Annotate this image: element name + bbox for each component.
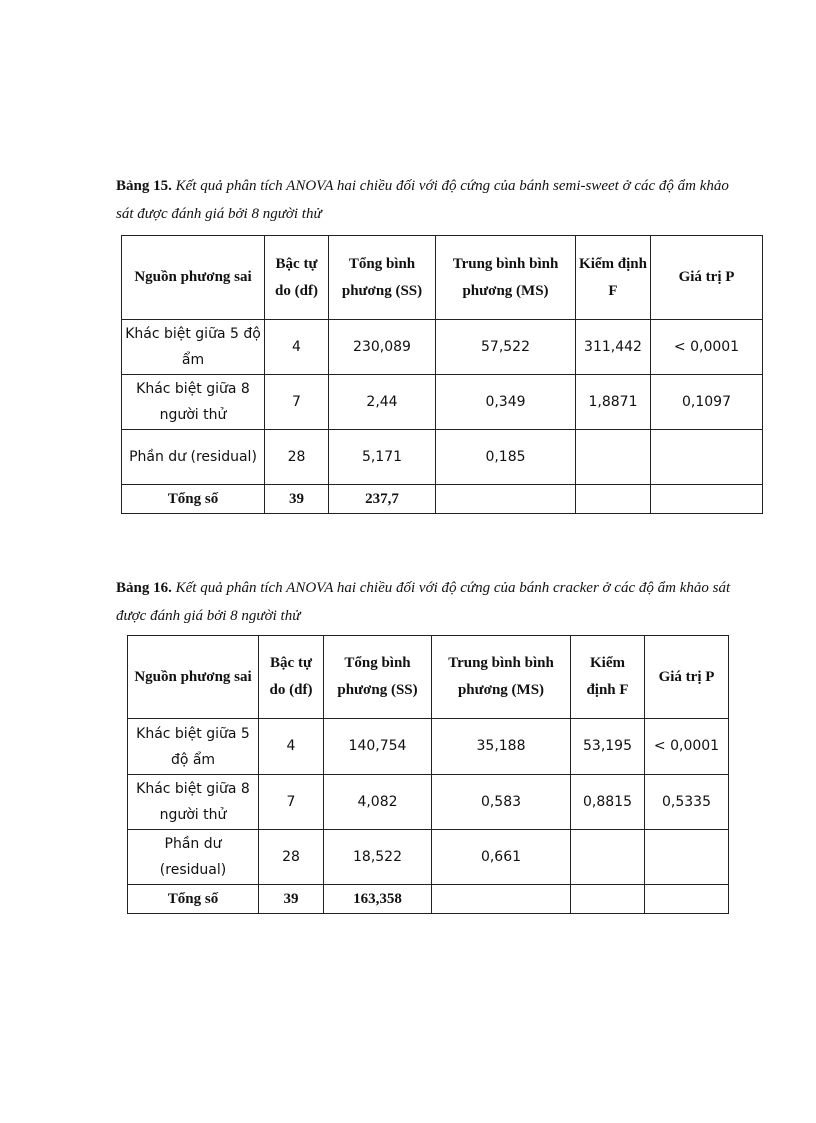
header-ms: Trung bình bình phương (MS) — [436, 236, 576, 320]
table-header-row — [128, 636, 729, 719]
cell-source: Phần dư (residual) — [122, 430, 265, 485]
table-header-row — [122, 236, 763, 320]
anova-table-semi-sweet — [121, 235, 763, 514]
table-16-number: Bảng 16. — [116, 580, 172, 596]
cell-f — [576, 430, 651, 485]
cell-ss: 230,089 — [329, 320, 436, 375]
total-df: 39 — [259, 885, 324, 914]
header-ms: Trung bình bình phương (MS) — [432, 636, 571, 719]
empty-cell — [436, 485, 576, 514]
cell-p — [651, 430, 763, 485]
cell-p — [645, 830, 729, 885]
cell-p: < 0,0001 — [651, 320, 763, 375]
header-df: Bậc tự do (df) — [265, 236, 329, 320]
header-source: Nguồn phương sai — [122, 236, 265, 320]
table-row — [122, 430, 763, 485]
cell-ss: 2,44 — [329, 375, 436, 430]
cell-source: Phần dư (residual) — [128, 830, 259, 885]
table-15-number: Bảng 15. — [116, 178, 172, 194]
cell-f: 311,442 — [576, 320, 651, 375]
anova-table-cracker — [127, 635, 729, 914]
empty-cell — [571, 885, 645, 914]
header-ss: Tổng bình phương (SS) — [324, 636, 432, 719]
header-source: Nguồn phương sai — [128, 636, 259, 719]
header-df: Bậc tự do (df) — [259, 636, 324, 719]
cell-ms: 35,188 — [432, 719, 571, 775]
cell-ms: 0,583 — [432, 775, 571, 830]
cell-df: 4 — [265, 320, 329, 375]
total-ss: 237,7 — [329, 485, 436, 514]
total-label: Tổng số — [128, 885, 259, 914]
cell-df: 4 — [259, 719, 324, 775]
header-p: Giá trị P — [645, 636, 729, 719]
cell-ms: 0,661 — [432, 830, 571, 885]
cell-ss: 140,754 — [324, 719, 432, 775]
cell-ss: 5,171 — [329, 430, 436, 485]
cell-source: Khác biệt giữa 8 người thử — [122, 375, 265, 430]
empty-cell — [645, 885, 729, 914]
cell-f — [571, 830, 645, 885]
table-row — [128, 719, 729, 775]
cell-ms: 0,185 — [436, 430, 576, 485]
header-f: Kiểm định F — [576, 236, 651, 320]
table-16-caption — [116, 574, 746, 630]
cell-source: Khác biệt giữa 8 người thử — [128, 775, 259, 830]
cell-ss: 4,082 — [324, 775, 432, 830]
total-ss: 163,358 — [324, 885, 432, 914]
header-ss: Tổng bình phương (SS) — [329, 236, 436, 320]
cell-df: 7 — [259, 775, 324, 830]
table-row — [128, 775, 729, 830]
table-total-row — [122, 485, 763, 514]
table-row — [128, 830, 729, 885]
table-16-title: Kết quả phân tích ANOVA hai chiều đối với độ cứng của bánh cracker ở các độ ẩm khảo sát được đánh giá bởi 8 người thử — [116, 580, 731, 624]
table-15-caption — [116, 172, 746, 228]
cell-df: 28 — [259, 830, 324, 885]
cell-df: 7 — [265, 375, 329, 430]
cell-ss: 18,522 — [324, 830, 432, 885]
empty-cell — [432, 885, 571, 914]
empty-cell — [576, 485, 651, 514]
cell-ms: 0,349 — [436, 375, 576, 430]
table-row — [122, 320, 763, 375]
cell-source: Khác biệt giữa 5 độ ẩm — [128, 719, 259, 775]
header-f: Kiểm định F — [571, 636, 645, 719]
empty-cell — [651, 485, 763, 514]
cell-f: 0,8815 — [571, 775, 645, 830]
cell-f: 1,8871 — [576, 375, 651, 430]
cell-p: 0,1097 — [651, 375, 763, 430]
table-total-row — [128, 885, 729, 914]
table-row — [122, 375, 763, 430]
cell-source: Khác biệt giữa 5 độ ẩm — [122, 320, 265, 375]
header-p: Giá trị P — [651, 236, 763, 320]
cell-p: 0,5335 — [645, 775, 729, 830]
total-df: 39 — [265, 485, 329, 514]
cell-ms: 57,522 — [436, 320, 576, 375]
cell-f: 53,195 — [571, 719, 645, 775]
total-label: Tổng số — [122, 485, 265, 514]
table-15-title: Kết quả phân tích ANOVA hai chiều đối với độ cứng của bánh semi-sweet ở các độ ẩm khảo sát được đánh giá bởi 8 người thử — [116, 178, 729, 222]
cell-df: 28 — [265, 430, 329, 485]
cell-p: < 0,0001 — [645, 719, 729, 775]
